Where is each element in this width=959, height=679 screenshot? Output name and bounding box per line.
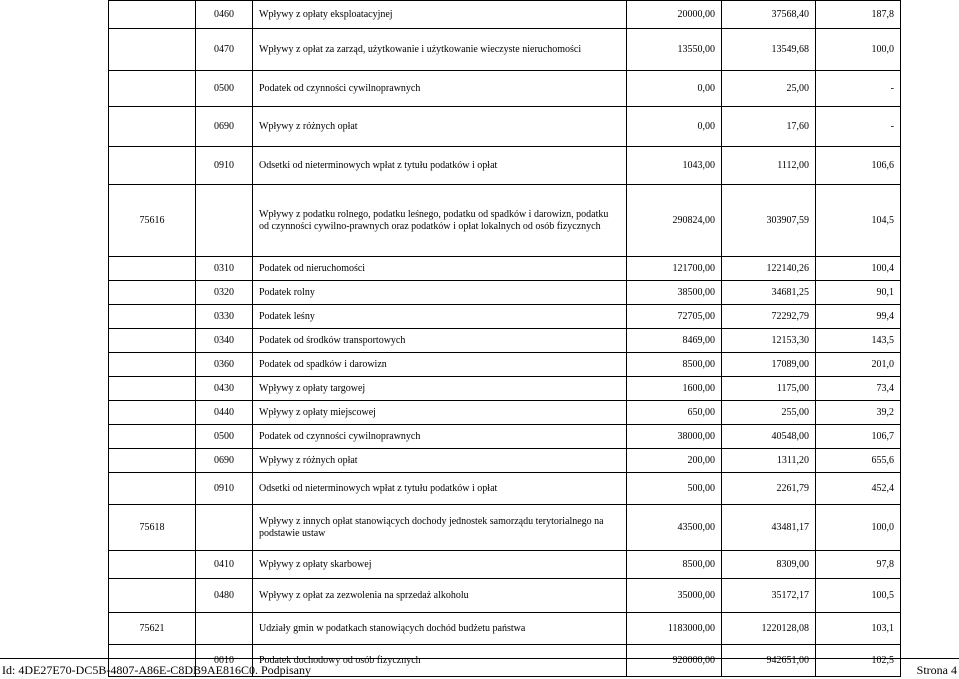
division-code (109, 257, 196, 281)
planned-amount: 8500,00 (627, 551, 722, 579)
planned-amount: 8469,00 (627, 329, 722, 353)
item-name: Podatek od nieruchomości (253, 257, 627, 281)
paragraph-code: 0310 (196, 257, 253, 281)
execution-percent: 99,4 (816, 305, 901, 329)
table-row (109, 29, 901, 71)
planned-amount: 43500,00 (627, 505, 722, 551)
document-id-text: Id: 4DE27E70-DC5B-4807-A86E-C8DB9AE816C0. Podpisany (2, 663, 311, 677)
executed-amount: 34681,25 (722, 281, 816, 305)
execution-percent: 39,2 (816, 401, 901, 425)
item-name: Podatek od spadków i darowizn (253, 353, 627, 377)
paragraph-code: 0320 (196, 281, 253, 305)
execution-percent: 655,6 (816, 449, 901, 473)
table-row (109, 353, 901, 377)
division-code (109, 147, 196, 185)
table-row (109, 1, 901, 29)
item-name: Wpływy z opłaty targowej (253, 377, 627, 401)
page-number: Strona 4 (916, 663, 957, 677)
planned-amount: 1183000,00 (627, 613, 722, 645)
division-code (109, 473, 196, 505)
execution-percent: 104,5 (816, 185, 901, 257)
execution-percent: - (816, 71, 901, 107)
table-row (109, 551, 901, 579)
executed-amount: 1220128,08 (722, 613, 816, 645)
division-code (109, 71, 196, 107)
item-name: Odsetki od nieterminowych wpłat z tytułu podatków i opłat (253, 473, 627, 505)
paragraph-code: 0340 (196, 329, 253, 353)
execution-percent: 106,7 (816, 425, 901, 449)
planned-amount: 38000,00 (627, 425, 722, 449)
item-name: Podatek dochodowy od osób fizycznych (253, 645, 627, 677)
execution-percent: 100,4 (816, 257, 901, 281)
paragraph-code (196, 505, 253, 551)
executed-amount: 1175,00 (722, 377, 816, 401)
item-name: Odsetki od nieterminowych wpłat z tytułu podatków i opłat (253, 147, 627, 185)
division-code (109, 1, 196, 29)
paragraph-code: 0470 (196, 29, 253, 71)
planned-amount: 200,00 (627, 449, 722, 473)
paragraph-code (196, 185, 253, 257)
division-code (109, 29, 196, 71)
division-code (109, 329, 196, 353)
execution-percent: 90,1 (816, 281, 901, 305)
executed-amount: 2261,79 (722, 473, 816, 505)
table-row (109, 473, 901, 505)
table-row (109, 257, 901, 281)
table-row (109, 71, 901, 107)
table-row (109, 425, 901, 449)
paragraph-code: 0330 (196, 305, 253, 329)
paragraph-code: 0690 (196, 449, 253, 473)
division-code: 75621 (109, 613, 196, 645)
executed-amount: 17089,00 (722, 353, 816, 377)
execution-percent: 143,5 (816, 329, 901, 353)
planned-amount: 500,00 (627, 473, 722, 505)
planned-amount: 290824,00 (627, 185, 722, 257)
planned-amount: 38500,00 (627, 281, 722, 305)
division-code (109, 449, 196, 473)
table-row (109, 613, 901, 645)
executed-amount: 255,00 (722, 401, 816, 425)
item-name: Podatek od środków transportowych (253, 329, 627, 353)
executed-amount: 35172,17 (722, 579, 816, 613)
executed-amount: 942651,00 (722, 645, 816, 677)
item-name: Wpływy z innych opłat stanowiących dochody jednostek samorządu terytorialnego na podstawie ustaw (253, 505, 627, 551)
executed-amount: 72292,79 (722, 305, 816, 329)
planned-amount: 72705,00 (627, 305, 722, 329)
execution-percent: 103,1 (816, 613, 901, 645)
division-code (109, 377, 196, 401)
division-code (109, 281, 196, 305)
table-row (109, 329, 901, 353)
execution-percent: - (816, 107, 901, 147)
execution-percent: 187,8 (816, 1, 901, 29)
budget-table (108, 0, 901, 677)
paragraph-code: 0410 (196, 551, 253, 579)
planned-amount: 20000,00 (627, 1, 722, 29)
executed-amount: 25,00 (722, 71, 816, 107)
execution-percent: 100,0 (816, 505, 901, 551)
execution-percent: 102,5 (816, 645, 901, 677)
division-code (109, 551, 196, 579)
planned-amount: 13550,00 (627, 29, 722, 71)
paragraph-code: 0460 (196, 1, 253, 29)
table-row (109, 281, 901, 305)
executed-amount: 13549,68 (722, 29, 816, 71)
division-code (109, 579, 196, 613)
execution-percent: 106,6 (816, 147, 901, 185)
table-row (109, 185, 901, 257)
executed-amount: 12153,30 (722, 329, 816, 353)
table-row (109, 107, 901, 147)
executed-amount: 37568,40 (722, 1, 816, 29)
execution-percent: 452,4 (816, 473, 901, 505)
planned-amount: 0,00 (627, 107, 722, 147)
paragraph-code: 0010 (196, 645, 253, 677)
table-row (109, 505, 901, 551)
executed-amount: 303907,59 (722, 185, 816, 257)
paragraph-code: 0500 (196, 425, 253, 449)
item-name: Wpływy z opłat za zarząd, użytkowanie i użytkowanie wieczyste nieruchomości (253, 29, 627, 71)
table-row (109, 305, 901, 329)
budget-table-body (109, 1, 901, 677)
division-code (109, 401, 196, 425)
page-footer (0, 658, 959, 679)
item-name: Wpływy z podatku rolnego, podatku leśnego, podatku od spadków i darowizn, podatku od czynności cywilno-prawnych oraz podatków i opłat lokalnych od osób fizycznych (253, 185, 627, 257)
execution-percent: 201,0 (816, 353, 901, 377)
table-row (109, 579, 901, 613)
executed-amount: 17,60 (722, 107, 816, 147)
planned-amount: 35000,00 (627, 579, 722, 613)
table-row (109, 449, 901, 473)
executed-amount: 40548,00 (722, 425, 816, 449)
division-code (109, 425, 196, 449)
item-name: Wpływy z opłat za zezwolenia na sprzedaż alkoholu (253, 579, 627, 613)
paragraph-code (196, 613, 253, 645)
item-name: Wpływy z różnych opłat (253, 107, 627, 147)
executed-amount: 8309,00 (722, 551, 816, 579)
division-code (109, 107, 196, 147)
table-row (109, 147, 901, 185)
division-code: 75616 (109, 185, 196, 257)
planned-amount: 8500,00 (627, 353, 722, 377)
execution-percent: 100,0 (816, 29, 901, 71)
paragraph-code: 0430 (196, 377, 253, 401)
executed-amount: 122140,26 (722, 257, 816, 281)
executed-amount: 43481,17 (722, 505, 816, 551)
planned-amount: 121700,00 (627, 257, 722, 281)
executed-amount: 1311,20 (722, 449, 816, 473)
planned-amount: 1043,00 (627, 147, 722, 185)
table-row (109, 401, 901, 425)
item-name: Podatek rolny (253, 281, 627, 305)
division-code: 75618 (109, 505, 196, 551)
planned-amount: 1600,00 (627, 377, 722, 401)
paragraph-code: 0910 (196, 473, 253, 505)
executed-amount: 1112,00 (722, 147, 816, 185)
paragraph-code: 0440 (196, 401, 253, 425)
paragraph-code: 0480 (196, 579, 253, 613)
division-code (109, 353, 196, 377)
planned-amount: 650,00 (627, 401, 722, 425)
planned-amount: 0,00 (627, 71, 722, 107)
item-name: Wpływy z opłaty eksploatacyjnej (253, 1, 627, 29)
item-name: Wpływy z opłaty miejscowej (253, 401, 627, 425)
item-name: Wpływy z opłaty skarbowej (253, 551, 627, 579)
item-name: Podatek leśny (253, 305, 627, 329)
item-name: Wpływy z różnych opłat (253, 449, 627, 473)
division-code (109, 305, 196, 329)
item-name: Podatek od czynności cywilnoprawnych (253, 71, 627, 107)
item-name: Udziały gmin w podatkach stanowiących dochód budżetu państwa (253, 613, 627, 645)
execution-percent: 97,8 (816, 551, 901, 579)
execution-percent: 100,5 (816, 579, 901, 613)
paragraph-code: 0500 (196, 71, 253, 107)
paragraph-code: 0360 (196, 353, 253, 377)
paragraph-code: 0910 (196, 147, 253, 185)
execution-percent: 73,4 (816, 377, 901, 401)
planned-amount: 920000,00 (627, 645, 722, 677)
item-name: Podatek od czynności cywilnoprawnych (253, 425, 627, 449)
table-row (109, 377, 901, 401)
paragraph-code: 0690 (196, 107, 253, 147)
